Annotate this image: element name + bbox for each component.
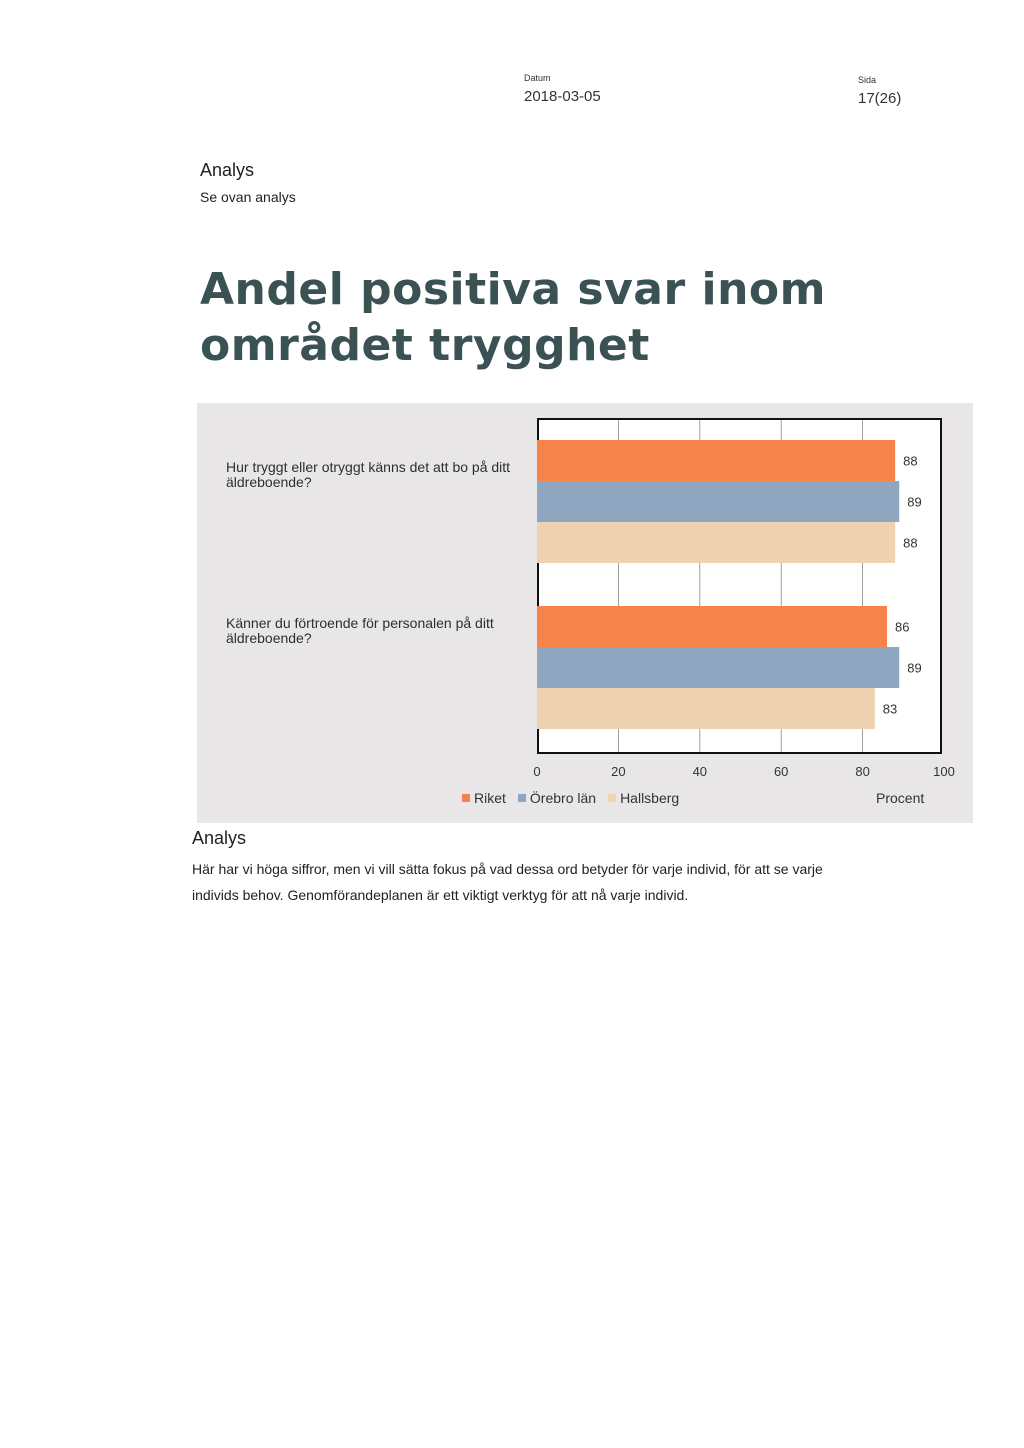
x-tick-label: 40 [692,764,708,779]
legend-label-orebro: Örebro län [529,790,597,806]
analysis-heading-2: Analys [192,828,247,848]
legend-item-riket [462,790,506,806]
x-axis-label: Procent [876,790,925,806]
bar [537,481,899,522]
page-label: Sida [858,75,877,85]
page-number: 17(26) [858,90,902,107]
analysis-text-1: Se ovan analys [200,189,296,205]
bar [537,606,887,647]
x-tick-label: 20 [611,764,626,779]
legend-swatch-hallsberg [608,794,616,802]
question-label-2: Känner du förtroende för personalen på ditt äldreboende? [226,615,494,646]
legend-label-riket: Riket [474,790,506,806]
bar [537,522,895,563]
chart-legend [462,790,679,806]
data-label: 88 [903,535,918,551]
bar [537,688,875,729]
data-label: 88 [903,453,918,469]
date-label: Datum [524,73,551,83]
data-label: 83 [882,701,898,717]
x-tick-label: 60 [773,764,789,779]
data-label: 89 [907,494,922,510]
legend-label-hallsberg: Hallsberg [620,790,680,806]
question-label-1: Hur tryggt eller otryggt känns det att bo på ditt äldreboende? [226,459,511,490]
x-tick-label: 80 [855,764,870,779]
bar [537,440,895,481]
data-label: 86 [895,619,910,635]
x-tick-label: 100 [933,764,955,779]
legend-swatch-orebro [518,794,526,802]
legend-item-orebro [518,790,596,806]
data-label: 89 [907,660,922,676]
legend-item-hallsberg [608,790,679,806]
page-title: Andel positiva svar inom området trygghet [200,264,826,371]
x-tick-label: 0 [533,764,541,779]
analysis-text-2: Här har vi höga siffror, men vi vill sätta fokus på vad dessa ord betyder för varje individ, för att se varje individs behov. Genomförandeplanen är ett viktigt verktyg för att nå varje individ. [192,861,823,903]
legend-swatch-riket [462,794,470,802]
analysis-heading-1: Analys [200,160,255,180]
bar [537,647,899,688]
date-value: 2018-03-05 [524,88,601,105]
